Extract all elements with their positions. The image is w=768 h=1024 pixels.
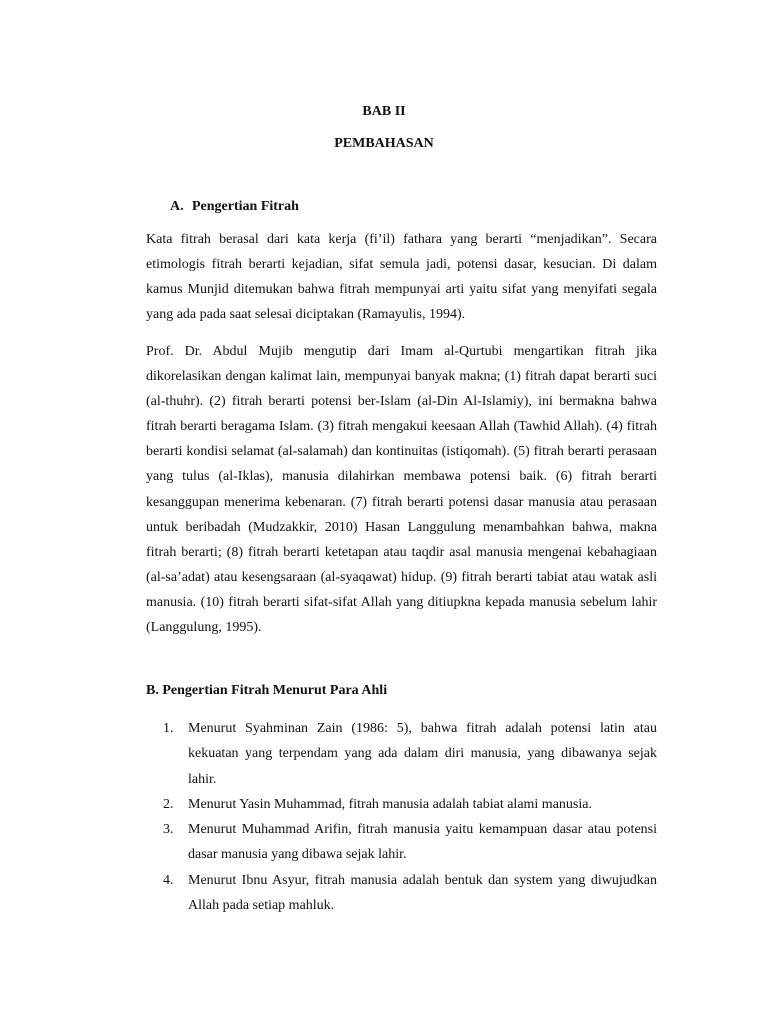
list-item <box>146 868 657 919</box>
list-item-number: 4. <box>163 872 174 888</box>
list-item-text: Menurut Muhammad Arifin, fitrah manusia yaitu kemampuan dasar atau potensi dasar manusia yang dibawa sejak lahir. <box>188 822 657 863</box>
list-item-number: 2. <box>163 796 174 812</box>
paragraph-etymology: Kata fitrah berasal dari kata kerja (fi’il) fathara yang berarti “menjadikan”. Secara etimologis fitrah berarti kejadian, sifat semula jadi, potensi dasar, kesucian. Di dalam kamus Munjid ditemukan bahwa fitrah mempunyai arti yaitu sifat yang menyifati segala yang ada pada saat selesai diciptakan (Ramayulis, 1994). <box>146 232 657 323</box>
list-item <box>146 792 657 817</box>
list-item-text: Menurut Syahminan Zain (1986: 5), bahwa fitrah adalah potensi latin atau kekuatan yang terpendam yang ada dalam diri manusia, yang dibawanya sejak lahir. <box>188 721 657 787</box>
chapter-heading: BAB II <box>362 104 406 119</box>
list-item-number: 3. <box>163 822 174 838</box>
section-a-heading <box>170 199 299 215</box>
list-item <box>146 817 657 868</box>
list-item-text: Menurut Yasin Muhammad, fitrah manusia adalah tabiat alami manusia. <box>188 796 592 812</box>
paragraph-meanings: Prof. Dr. Abdul Mujib mengutip dari Imam al-Qurtubi mengartikan fitrah jika dikorelasikan dengan kalimat lain, mempunyai banyak makna; (1) fitrah dapat berarti suci (al-thuhr). (2) fitrah berarti potensi ber-Islam (al-Din Al-Islamiy), ini bermakna bahwa fitrah berarti beragama Islam. (3) fitrah mengakui keesaan Allah (Tawhid Allah). (4) fitrah berarti kondisi selamat (al-salamah) dan kontinuitas (istiqomah). (5) fitrah berarti perasaan yang tulus (al-Iklas), manusia dilahirkan membawa potensi baik. (6) fitrah berarti kesanggupan menerima kebenaran. (7) fitrah berarti potensi dasar manusia atau perasaan untuk beribadah (Mudzakkir, 2010) Hasan Langgulung menambahkan bahwa, makna fitrah berarti; (8) fitrah berarti ketetapan atau taqdir asal manusia mengenai kebahagiaan (al-sa’adat) atau kesengsaraan (al-syaqawat) hidup. (9) fitrah berarti tabiat atau watak asli manusia. (10) fitrah berarti sifat-sifat Allah yang ditiupkna kepada manusia sebelum lahir (Langgulung, 1995). <box>146 344 657 636</box>
list-item <box>146 716 657 792</box>
list-item-text: Menurut Ibnu Asyur, fitrah manusia adalah bentuk dan system yang diwujudkan Allah pada setiap mahluk. <box>188 872 657 914</box>
chapter-title: PEMBAHASAN <box>334 136 434 151</box>
section-a-label: A. <box>170 199 184 214</box>
list-item-number: 1. <box>163 721 174 736</box>
expert-definitions-list <box>146 716 657 918</box>
section-b-heading: B. Pengertian Fitrah Menurut Para Ahli <box>146 683 388 698</box>
section-a-title: Pengertian Fitrah <box>192 199 299 214</box>
